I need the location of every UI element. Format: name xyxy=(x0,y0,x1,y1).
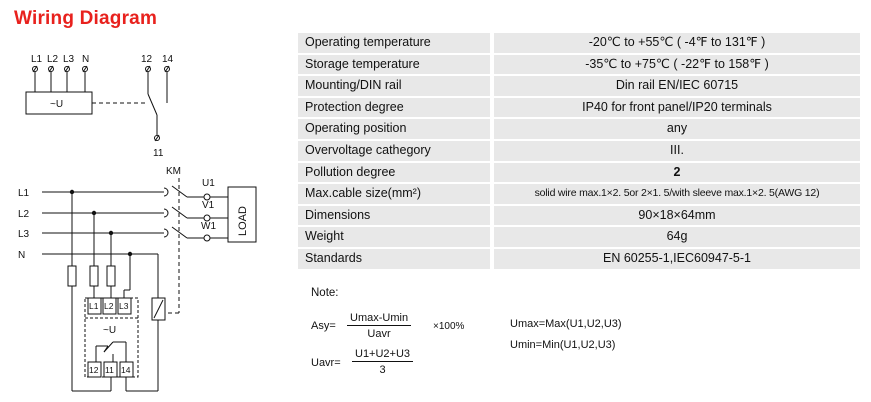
relay-contact-label: 11 xyxy=(105,365,114,375)
uavr-numerator: U1+U2+U3 xyxy=(352,348,413,362)
spec-table xyxy=(298,31,860,271)
spec-value: III. xyxy=(494,141,860,161)
table-row xyxy=(298,119,860,139)
relay-input-label: L1 xyxy=(89,301,99,311)
contact-terminal-label: 14 xyxy=(162,54,174,65)
uavr-denominator: 3 xyxy=(379,364,386,376)
output-label: W1 xyxy=(201,221,216,232)
table-row xyxy=(298,98,860,118)
table-row xyxy=(298,55,860,75)
relay-symbol: ~U xyxy=(103,325,117,336)
top-terminal-screws xyxy=(33,66,170,72)
common-terminal-label: 11 xyxy=(153,148,164,159)
relay-input-label: L2 xyxy=(104,301,114,311)
spec-label: Pollution degree xyxy=(298,163,490,183)
spec-value: -20℃ to +55℃ ( -4℉ to 131℉ ) xyxy=(494,33,860,53)
table-row xyxy=(298,141,860,161)
table-row xyxy=(298,163,860,183)
table-row xyxy=(298,206,860,226)
umin-formula: Umin=Min(U1,U2,U3) xyxy=(510,339,616,351)
spec-value: Din rail EN/IEC 60715 xyxy=(494,76,860,96)
asy-lhs: Asy= xyxy=(311,320,336,332)
top-terminal-label: N xyxy=(82,54,90,65)
table-row xyxy=(298,184,860,204)
table-row xyxy=(298,76,860,96)
umax-formula: Umax=Max(U1,U2,U3) xyxy=(510,318,622,330)
wiring-diagram xyxy=(0,0,300,402)
spec-label: Dimensions xyxy=(298,206,490,226)
line-label: L1 xyxy=(18,188,30,199)
spec-value: 2 xyxy=(494,163,860,183)
spec-value: EN 60255-1,IEC60947-5-1 xyxy=(494,249,860,269)
page-title: Wiring Diagram xyxy=(14,8,158,29)
spec-value: solid wire max.1×2. 5or 2×1. 5/with sleeve max.1×2. 5(AWG 12) xyxy=(494,184,860,204)
line-label: L3 xyxy=(18,229,30,240)
spec-label: Overvoltage cathegory xyxy=(298,141,490,161)
output-label: V1 xyxy=(202,200,215,211)
output-label: U1 xyxy=(202,178,215,189)
spec-value: 64g xyxy=(494,227,860,247)
relay-input-label: L3 xyxy=(119,301,129,311)
load-label: LOAD xyxy=(237,206,249,236)
contact-terminal-label: 12 xyxy=(141,54,153,65)
spec-value: 90×18×64mm xyxy=(494,206,860,226)
asy-multiplier: ×100% xyxy=(433,321,465,332)
spec-value: IP40 for front panel/IP20 terminals xyxy=(494,98,860,118)
note-label: Note: xyxy=(311,287,339,299)
supply-symbol: ~U xyxy=(50,99,64,110)
spec-label: Storage temperature xyxy=(298,55,490,75)
spec-value: -35℃ to +75℃ ( -22℉ to 158℉ ) xyxy=(494,55,860,75)
junction-dots xyxy=(70,190,132,256)
uavr-lhs: Uavr= xyxy=(311,357,341,369)
spec-value: any xyxy=(494,119,860,139)
table-row xyxy=(298,33,860,53)
spec-label: Operating position xyxy=(298,119,490,139)
spec-label: Mounting/DIN rail xyxy=(298,76,490,96)
table-row xyxy=(298,249,860,269)
relay-contact-label: 12 xyxy=(89,365,99,375)
spec-label: Max.cable size(mm²) xyxy=(298,184,490,204)
contactor-label: KM xyxy=(166,166,181,177)
spec-label: Protection degree xyxy=(298,98,490,118)
asy-numerator: Umax-Umin xyxy=(347,312,411,326)
uavr-fraction xyxy=(352,348,413,376)
top-terminal-label: L2 xyxy=(47,54,59,65)
relay-contact-label: 14 xyxy=(121,365,131,375)
top-terminal-label: L3 xyxy=(63,54,75,65)
line-label: N xyxy=(18,250,26,261)
spec-label: Weight xyxy=(298,227,490,247)
asy-fraction xyxy=(347,312,411,340)
table-row xyxy=(298,227,860,247)
line-label: L2 xyxy=(18,209,30,220)
top-terminal-label: L1 xyxy=(31,54,43,65)
asy-denominator: Uavr xyxy=(367,328,391,340)
spec-label: Standards xyxy=(298,249,490,269)
spec-label: Operating temperature xyxy=(298,33,490,53)
